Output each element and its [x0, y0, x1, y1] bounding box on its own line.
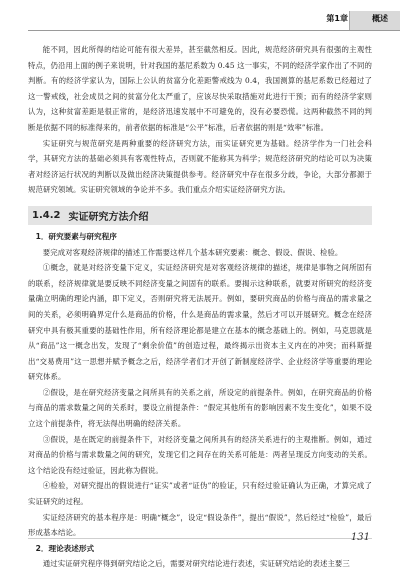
header-rule: [28, 30, 400, 31]
paragraph: ④检验，对研究提出的假说进行“证实”或者“证伪”的验证，只有经过验证确认为正确，才算完成了实证研究的过程。: [28, 481, 372, 507]
paragraph: ②假设，是在研究经济变量之间所具有的关系之前，所设定的前提条件。例如，在研究商品的价格与商品的需求数量之间的关系时，要设立前提条件：“假定其他所有的影响因素不发生变化”，如果不设立这个前提条件，将无法得出明确的经济关系。: [28, 387, 372, 429]
chapter-number: 第1章: [326, 14, 348, 23]
paragraph: ①概念，就是对经济变量下定义，实证经济研究是对客观经济规律的描述，规律是事物之间所固有的联系，经济规律就是要反映不同经济变量之间固有的联系。要揭示这种联系，就要对所研究的经济变量确立明确的理论内涵，即下定义，否则研究将无法展开。例如，要研究商品的价格与商品的需求量之间的关系，必须明确界定什么是商品的价格，什么是商品的需求量，然后才可以开展研究。概念在经济研究中具有极其重要的基础性作用，所有经济理论都是建立在基本的概念基础上的。例如，马克思就是从“商品”这一概念出发，发现了“剩余价值”的创造过程，最终揭示出资本主义内在的冲突；而科斯提出“交易费用”这一思想并赋予概念之后，经济学者们才开创了新制度经济学、企业经济学等重要的理论研究体系。: [28, 263, 372, 382]
page-body: [28, 42, 372, 572]
subheading: 1．研究要素与研究程序: [35, 231, 117, 241]
paragraph: 能不同，因此所得的结论可能有很大差异，甚至截然相反。因此，规范经济研究具有很强的主观性特点，仍沿用上面的例子来说明，针对我国的基尼系数为 0.45 这一事实，不同的经济学家作出了不同的判断。有的经济学家认为，国际上公认的贫富分化差距警戒线为 0.4，我国测算的基尼系数已经超过了这一警戒线，社会成员之间的贫富分化太严重了，应该尽快采取措施对此进行干预；而有的经济学家则认为，这种贫富差距是很正常的，是经济迅速发展中不可避免的，没有必要恐慌。这两种截然不同的判断是依据不同的标准得来的，前者依据的标准是“公平”标准，后者依据的则是“效率”标准。: [28, 45, 372, 132]
paragraph: 要完成对客观经济规律的描述工作需要这样几个基本研究要素：概念、假设、假说、检验。: [42, 247, 343, 257]
subheading: 2．理论表述形式: [35, 543, 95, 553]
paragraph: 通过实证研究程序得到研究结论之后，需要对研究结论进行表述，实证研究结论的表述主要三: [42, 559, 350, 569]
footer-rule: [28, 538, 372, 539]
running-header: [0, 0, 400, 34]
chapter-title: 概述: [372, 14, 388, 23]
section-title: 实证研究方法介绍: [68, 211, 149, 223]
section-number: 1.4.2: [32, 209, 61, 221]
section-heading: [28, 206, 372, 225]
page-number: 131: [350, 532, 370, 543]
paragraph: ③假说，是在既定的前提条件下，对经济变量之间所具有的经济关系进行的主观推断。例如，通过对商品的价格与需求数量之间的研究，发现它们之间存在的关系可能是：两者呈现反方向变动的关系。这个结论没有经过验证，因此称为假说。: [28, 434, 372, 475]
paragraph: 实证经济研究的基本程序是：明确“概念”，设定“假设条件”，提出“假说”，然后经过“检验”，最后形成基本结论。: [28, 512, 372, 538]
paragraph: 实证研究与规范研究是两种重要的经济研究方法，而实证研究更为基础。经济学作为一门社会科学，其研究方法的基础必须具有客观性特点，否则就不能称其为科学；规范经济研究的结论可以为决策者对经济运行状况的判断以及做出经济决策提供参考。经济研究中存在很多分歧，争论，大部分都源于规范研究领域。实证研究领域的争论并不多。我们重点介绍实证经济研究方法。: [28, 138, 372, 195]
